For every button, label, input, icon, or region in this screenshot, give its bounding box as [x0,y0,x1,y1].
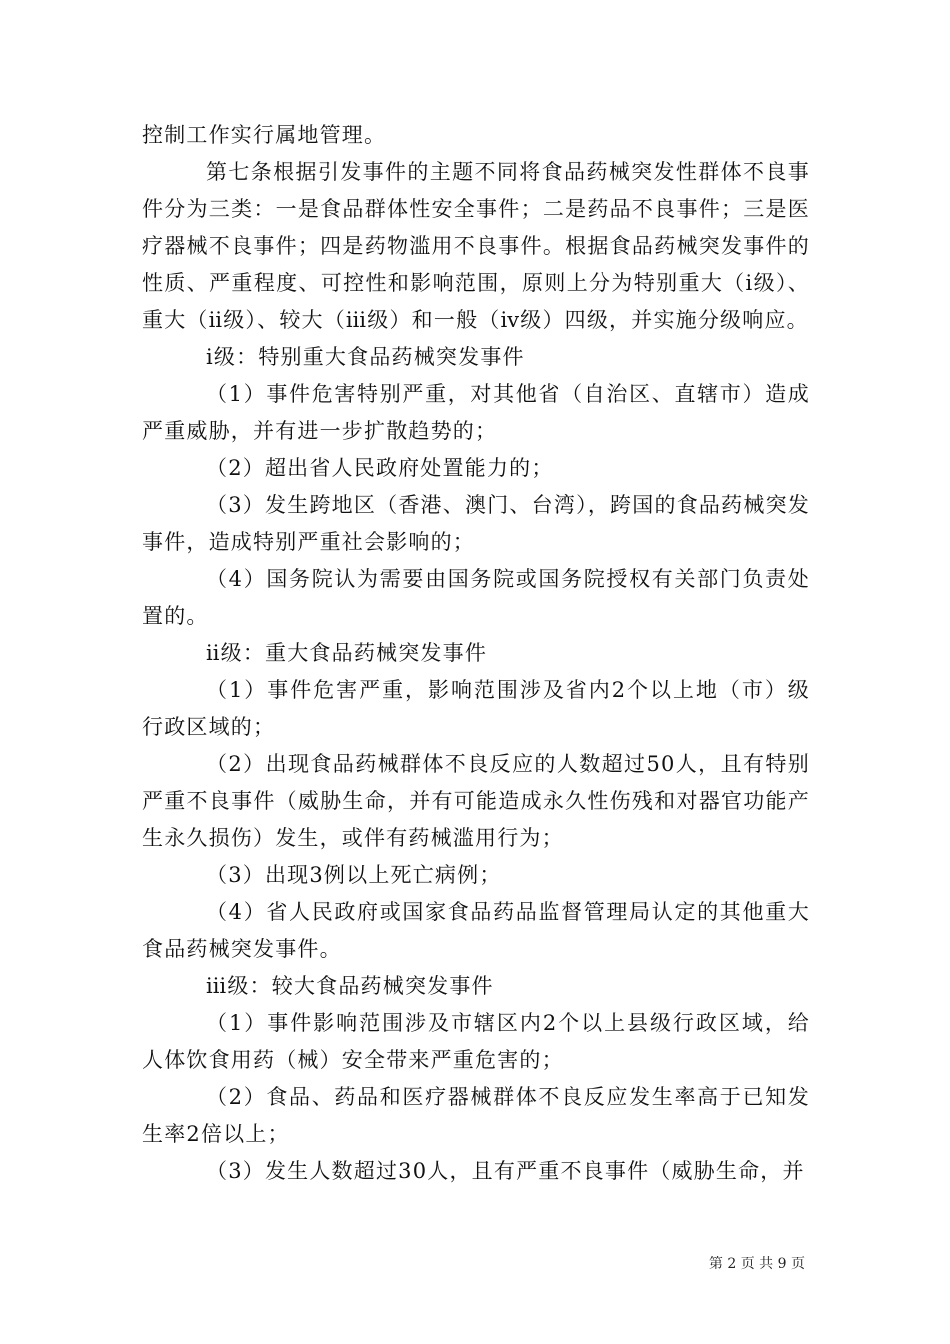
list-item: （2）超出省人民政府处置能力的； [206,456,554,480]
paragraph: 控制工作实行属地管理。 [142,123,387,147]
page-number: 第 2 页 共 9 页 [708,1256,805,1272]
document-body [142,117,810,1190]
list-item: （3）发生跨地区（香港、澳门、台湾），跨国的食品药械突发事件，造成特别严重社会影响的； [142,493,810,554]
list-item: （4）国务院认为需要由国务院或国务院授权有关部门负责处置的。 [142,567,810,628]
list-item: （4）省人民政府或国家食品药品监督管理局认定的其他重大食品药械突发事件。 [142,900,810,961]
list-item: （3）出现3例以上死亡病例； [206,863,502,887]
list-item: （1）事件危害严重，影响范围涉及省内2个以上地（市）级行政区域的； [142,678,810,739]
list-item: （2）食品、药品和医疗器械群体不良反应发生率高于已知发生率2倍以上； [142,1085,810,1146]
list-item: （1）事件影响范围涉及市辖区内2个以上县级行政区域，给人体饮食用药（械）安全带来严重危害的； [142,1011,810,1072]
list-item: （3）发生人数超过30人，且有严重不良事件（威胁生命，并 [206,1159,805,1183]
level-1-heading: ⅰ级：特别重大食品药械突发事件 [206,345,525,369]
list-item: （1）事件危害特别严重，对其他省（自治区、直辖市）造成严重威胁，并有进一步扩散趋势的； [142,382,810,443]
list-item: （2）出现食品药械群体不良反应的人数超过50人，且有特别严重不良事件（威胁生命，并有可能造成永久性伤残和对器官功能产生永久损伤）发生，或伴有药械滥用行为； [142,752,810,850]
level-2-heading: ⅱ级：重大食品药械突发事件 [206,641,488,665]
paragraph-article-7: 第七条根据引发事件的主题不同将食品药械突发性群体不良事件分为三类：一是食品群体性安全事件；二是药品不良事件；三是医疗器械不良事件；四是药物滥用不良事件。根据食品药械突发事件的性质、严重程度、可控性和影响范围，原则上分为特别重大（ⅰ级）、重大（ⅱ级）、较大（ⅲ级）和一般（ⅳ级）四级，并实施分级响应。 [142,160,810,332]
level-3-heading: ⅲ级：较大食品药械突发事件 [206,974,494,998]
